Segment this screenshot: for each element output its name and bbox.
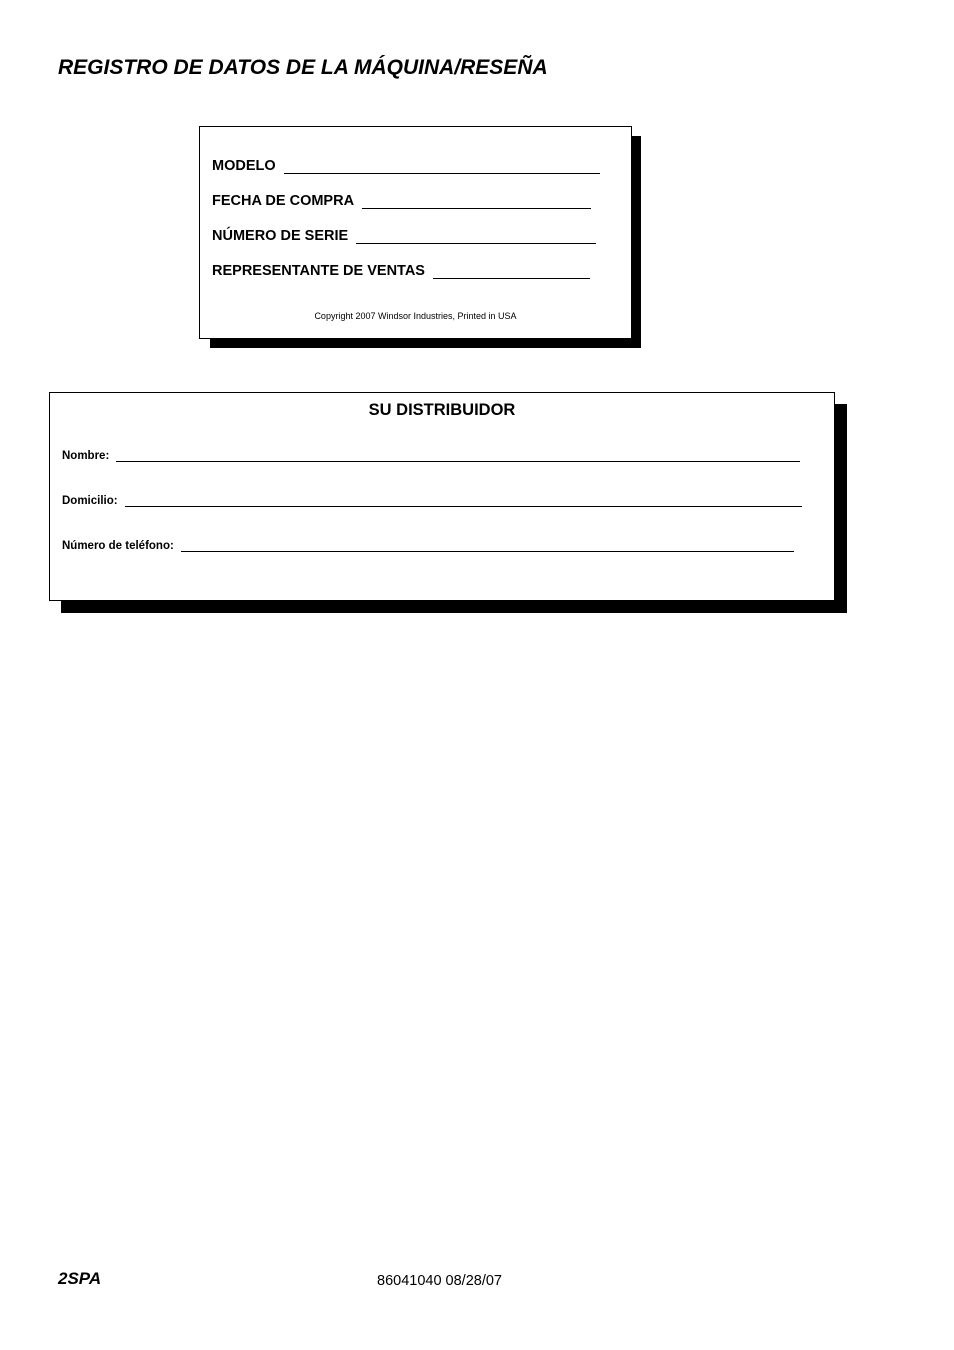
page-title: REGISTRO DE DATOS DE LA MÁQUINA/RESEÑA (58, 56, 548, 79)
address-blank-line[interactable] (125, 494, 802, 507)
sales-rep-label: REPRESENTANTE DE VENTAS (212, 263, 425, 279)
serial-number-label: NÚMERO DE SERIE (212, 228, 349, 244)
address-field (62, 494, 802, 507)
page-number: 2SPA (58, 1269, 102, 1288)
document-code: 86041040 08/28/07 (377, 1273, 502, 1289)
purchase-date-blank-line[interactable] (362, 192, 591, 209)
model-field (212, 157, 600, 174)
distributor-box (49, 392, 835, 601)
serial-number-blank-line[interactable] (356, 227, 596, 244)
name-blank-line[interactable] (116, 449, 800, 462)
phone-label: Número de teléfono: (62, 540, 174, 552)
name-label: Nombre: (62, 450, 110, 462)
address-label: Domicilio: (62, 495, 118, 507)
name-field (62, 449, 800, 462)
distributor-title: SU DISTRIBUIDOR (368, 401, 516, 419)
serial-number-field (212, 227, 596, 244)
sales-rep-blank-line[interactable] (433, 262, 590, 279)
purchase-date-label: FECHA DE COMPRA (212, 193, 355, 209)
copyright-notice: Copyright 2007 Windsor Industries, Printed in USA (314, 311, 517, 321)
phone-field (62, 539, 794, 552)
model-label: MODELO (212, 158, 276, 174)
purchase-date-field (212, 192, 591, 209)
phone-blank-line[interactable] (181, 539, 794, 552)
sales-rep-field (212, 262, 590, 279)
model-blank-line[interactable] (284, 157, 600, 174)
machine-record-box (199, 126, 632, 339)
